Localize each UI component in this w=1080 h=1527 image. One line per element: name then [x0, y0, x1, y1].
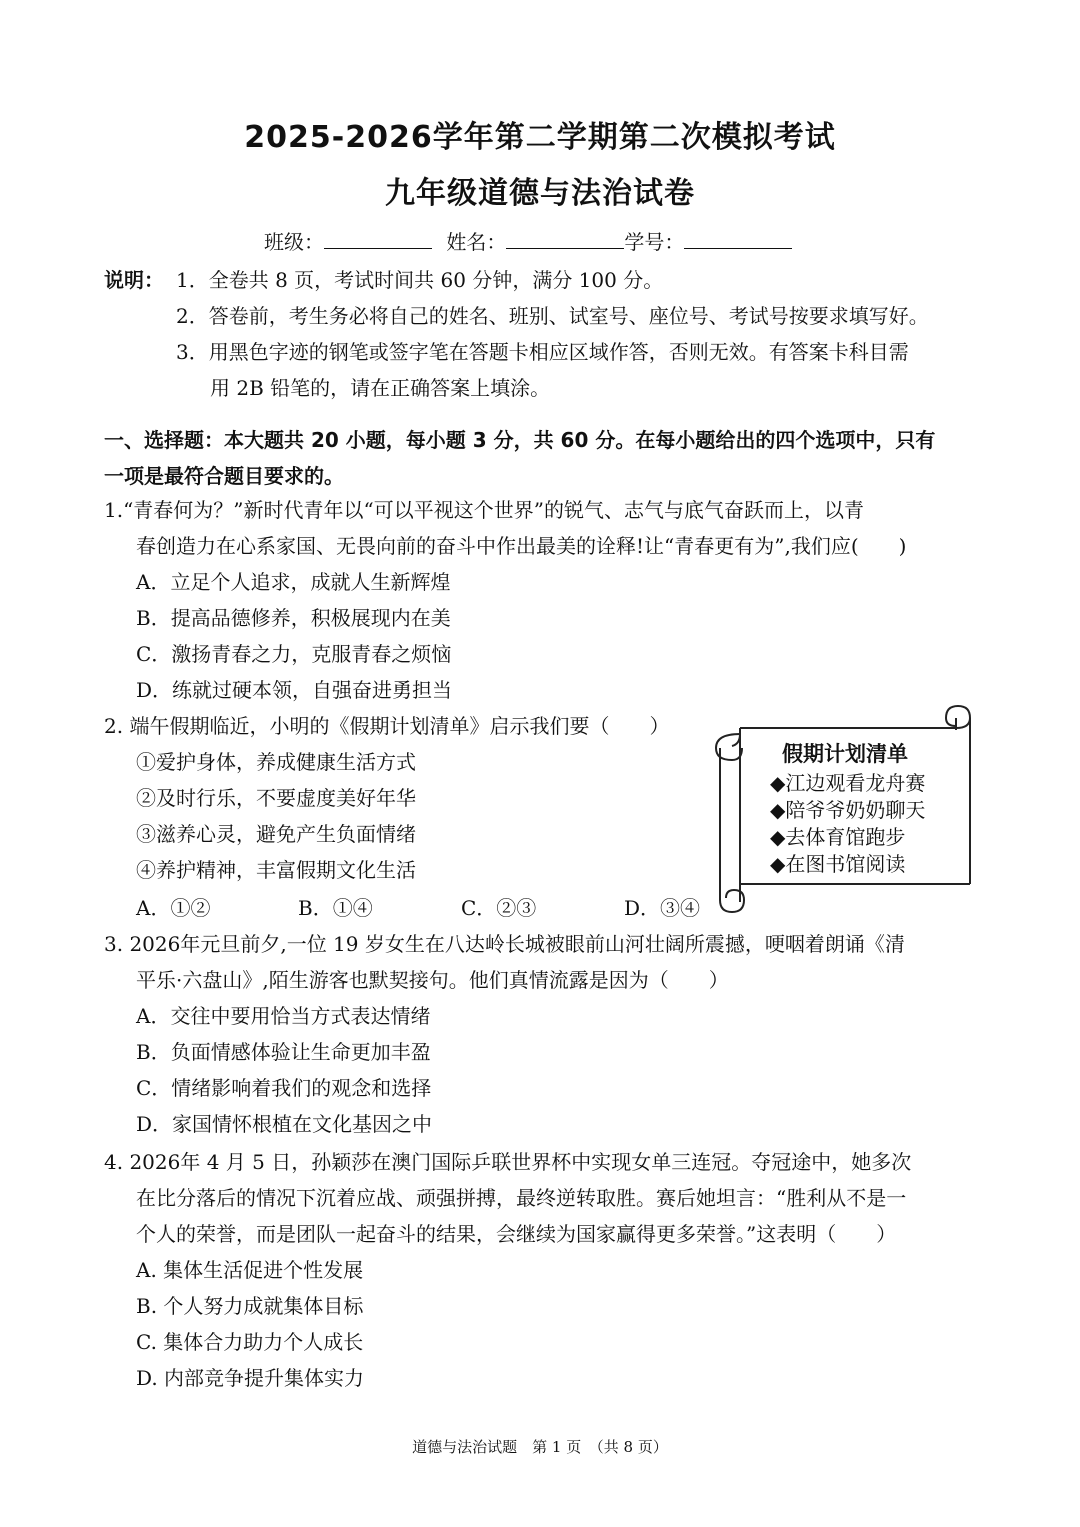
q3-option-a[interactable]: A．交往中要用恰当方式表达情绪 — [136, 1004, 431, 1028]
q3-option-c[interactable]: C．情绪影响着我们的观念和选择 — [136, 1076, 432, 1100]
class-blank[interactable] — [324, 228, 432, 249]
section-heading: 一、选择题：本大题共 20 小题，每小题 3 分，共 60 分。在每小题给出的四个选项中，只有 — [104, 428, 936, 452]
notes-label: 说明： — [104, 268, 164, 292]
id-blank[interactable] — [684, 228, 792, 249]
scroll-item: ◆去体育馆跑步 — [770, 825, 906, 849]
note-item: 1．全卷共 8 页，考试时间共 60 分钟，满分 100 分。 — [176, 268, 664, 292]
exam-subtitle: 九年级道德与法治试卷 — [385, 176, 695, 211]
q2-option-a[interactable]: A．①② — [136, 896, 211, 920]
question-4-stem: 4. 2026年 4 月 5 日，孙颖莎在澳门国际乒联世界杯中实现女单三连冠。夺冠途中，她多次 — [104, 1150, 912, 1174]
q3-option-b[interactable]: B．负面情感体验让生命更加丰盈 — [136, 1040, 431, 1064]
scroll-title: 假期计划清单 — [782, 741, 908, 766]
holiday-plan-scroll — [712, 704, 988, 914]
q2-option-d[interactable]: D．③④ — [624, 896, 701, 920]
q1-option-d[interactable]: D．练就过硬本领，自强奋进勇担当 — [136, 678, 453, 702]
scroll-item: ◆陪爷爷奶奶聊天 — [770, 798, 926, 822]
question-3-stem: 3. 2026年元旦前夕,一位 19 岁女生在八达岭长城被眼前山河壮阔所震撼，哽咽着朗诵《清 — [104, 932, 905, 956]
question-4-stem: 在比分落后的情况下沉着应战、顽强拼搏，最终逆转取胜。赛后她坦言：“胜利从不是一 — [136, 1186, 907, 1210]
q2-statement: ②及时行乐，不要虚度美好年华 — [136, 786, 416, 810]
question-1-stem: 春创造力在心系家国、无畏向前的奋斗中作出最美的诠释!让“青春更有为”,我们应( ) — [136, 534, 907, 558]
question-3-stem: 平乐·六盘山》,陌生游客也默契接句。他们真情流露是因为（ ） — [136, 968, 729, 992]
class-label: 班级： — [264, 230, 324, 254]
q2-option-b[interactable]: B．①④ — [298, 896, 373, 920]
scroll-item: ◆江边观看龙舟赛 — [770, 771, 926, 795]
name-label: 姓名： — [446, 230, 507, 254]
q2-statement: ④养护精神，丰富假期文化生活 — [136, 858, 416, 882]
section-heading: 一项是最符合题目要求的。 — [104, 464, 344, 488]
q1-option-a[interactable]: A．立足个人追求，成就人生新辉煌 — [136, 570, 451, 594]
note-item: 3．用黑色字迹的钢笔或签字笔在答题卡相应区域作答，否则无效。有答案卡科目需 — [176, 340, 909, 364]
name-blank[interactable] — [506, 228, 624, 249]
exam-title: 2025-2026学年第二学期第二次模拟考试 — [244, 120, 836, 155]
q4-option-d[interactable]: D. 内部竞争提升集体实力 — [136, 1366, 365, 1390]
scroll-item: ◆在图书馆阅读 — [770, 852, 906, 876]
q2-statement: ①爱护身体，养成健康生活方式 — [136, 750, 416, 774]
q2-statement: ③滋养心灵，避免产生负面情绪 — [136, 822, 416, 846]
q1-option-c[interactable]: C．激扬青春之力，克服青春之烦恼 — [136, 642, 452, 666]
note-item: 用 2B 铅笔的，请在正确答案上填涂。 — [210, 376, 551, 400]
page-footer: 道德与法治试题 第 1 页 （共 8 页） — [412, 1438, 668, 1456]
student-info-line — [264, 226, 792, 255]
question-2-stem: 2. 端午假期临近，小明的《假期计划清单》启示我们要（ ） — [104, 714, 670, 738]
q4-option-b[interactable]: B. 个人努力成就集体目标 — [136, 1294, 364, 1318]
q2-option-c[interactable]: C．②③ — [461, 896, 537, 920]
q4-option-a[interactable]: A. 集体生活促进个性发展 — [136, 1258, 364, 1282]
q3-option-d[interactable]: D．家国情怀根植在文化基因之中 — [136, 1112, 433, 1136]
question-1-stem: 1.“青春何为？”新时代青年以“可以平视这个世界”的锐气、志气与底气奋跃而上，以青 — [104, 498, 864, 522]
q4-option-c[interactable]: C. 集体合力助力个人成长 — [136, 1330, 364, 1354]
question-4-stem: 个人的荣誉，而是团队一起奋斗的结果，会继续为国家赢得更多荣誉。”这表明（ ） — [136, 1222, 897, 1246]
q1-option-b[interactable]: B．提高品德修养，积极展现内在美 — [136, 606, 451, 630]
note-item: 2．答卷前，考生务必将自己的姓名、班别、试室号、座位号、考试号按要求填写好。 — [176, 304, 929, 328]
id-label: 学号： — [624, 230, 685, 254]
